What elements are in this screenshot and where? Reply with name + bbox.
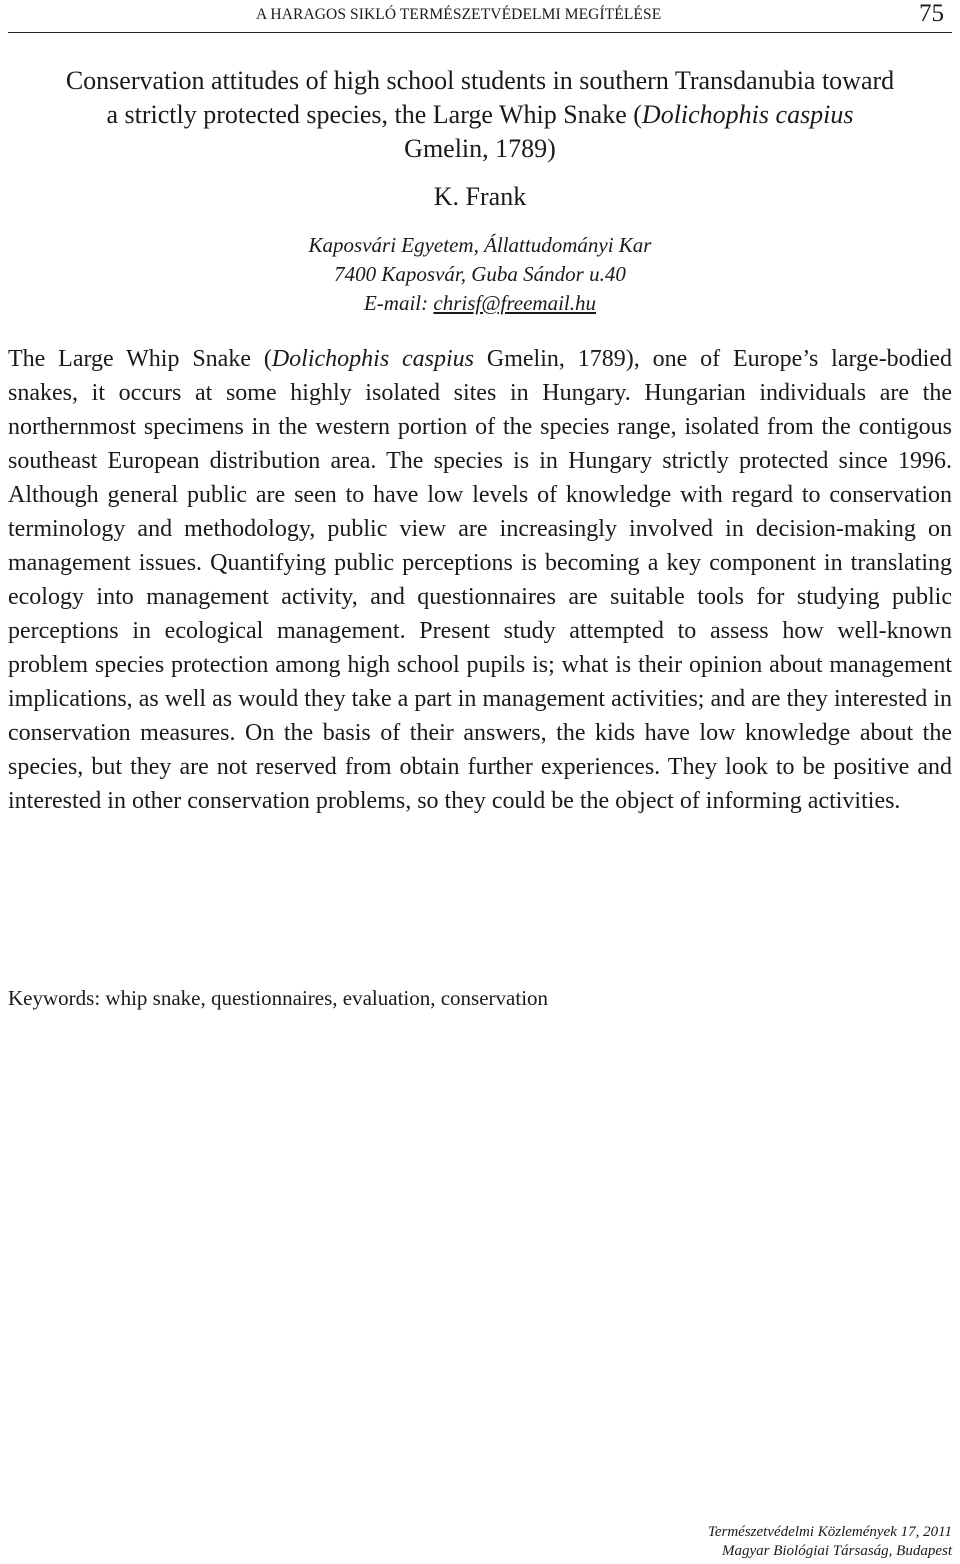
email-label: E-mail: (363, 291, 434, 315)
journal-footer (708, 1523, 952, 1561)
email-link[interactable]: chrisf@freemail.hu (433, 291, 596, 315)
title-line-1: Conservation attitudes of high school students in southern Transdanubia toward (65, 66, 895, 95)
running-header (8, 0, 952, 33)
page-number: 75 (919, 0, 944, 27)
affiliation-line-1: Kaposvári Egyetem, Állattudományi Kar (308, 233, 652, 257)
footer-publisher: Magyar Biológiai Társaság, Budapest (721, 1543, 952, 1559)
affiliation-line-2: 7400 Kaposvár, Guba Sándor u.40 (334, 262, 626, 286)
title-species-name: Dolichophis caspius (641, 100, 854, 129)
abstract-species-name: Dolichophis caspius (271, 346, 475, 372)
keywords-line (8, 986, 548, 1011)
abstract-paragraph (8, 342, 952, 818)
title-line-2-text: a strictly protected species, the Large Whip Snake ( (106, 100, 642, 129)
abstract-intro: The Large Whip Snake ( (8, 346, 272, 372)
footer-journal: Természetvédelmi Közlemények 17, 2011 (707, 1524, 952, 1540)
author-affiliation (0, 231, 960, 318)
email-line (0, 289, 960, 318)
abstract-body: Gmelin, 1789), one of Europe’s large-bodied snakes, it occurs at some highly isolated sites in Hungary. Hungarian individuals are the northernmost specimens in the western portion of the species range, isolated from the contigous southeast European distribution area. The species is in Hungary strictly protected since 1996. Although general public are seen to have low levels of knowledge with regard to conservation terminology and methodology, public view are increasingly involved in decision-making on management issues. Quantifying public perceptions is becoming a key component in translating ecology into management activity, and questionnaires are suitable tools for studying public perceptions in ecological management. Present study attempted to assess how well-known problem species protection among high school pupils is; what is their opinion about management implications, as well as would they take a part in management activities; and are they interested in conservation measures. On the basis of their answers, the kids have low knowledge about the species, but they are not reserved from obtain further experiences. They look to be positive and interested in other conservation problems, so they could be the object of informing activities. (8, 346, 953, 814)
running-title: A HARAGOS SIKLÓ TERMÉSZETVÉDELMI MEGÍTÉLÉSE (256, 6, 662, 23)
author-name: K. Frank (433, 182, 527, 211)
keywords-terms: whip snake, questionnaires, evaluation, conservation (100, 986, 549, 1010)
keywords-label: Keywords: (8, 986, 101, 1010)
title-line-2 (20, 98, 940, 132)
title-line-3: Gmelin, 1789) (404, 134, 556, 163)
article-title (20, 64, 940, 166)
